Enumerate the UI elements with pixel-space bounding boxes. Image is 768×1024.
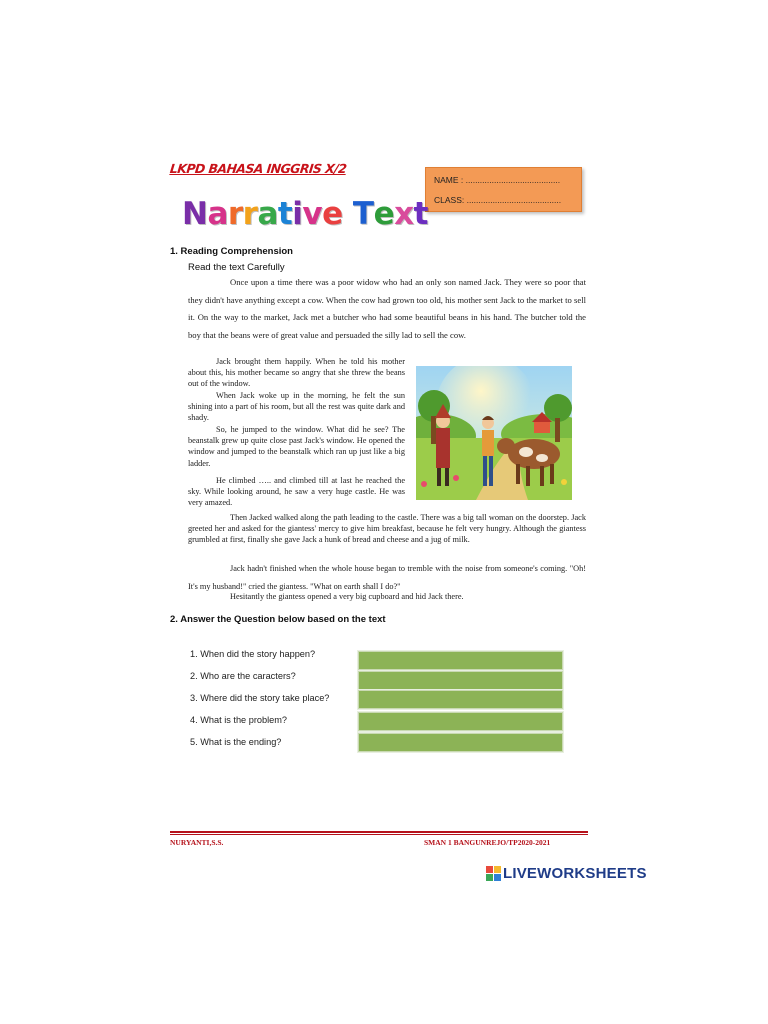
question-3: 3. Where did the story take place? — [190, 693, 330, 703]
story-paragraph-2: Jack brought them happily. When he told his mother about this, his mother became so angry that she threw the beans out of the window. — [188, 357, 405, 389]
footer-school: SMAN 1 BANGUNREJO/TP2020-2021 — [424, 838, 551, 847]
title-letter: t — [413, 196, 428, 232]
question-1: 1. When did the story happen? — [190, 649, 316, 659]
narrative-text-title — [182, 196, 428, 232]
story-paragraph-6: Then Jacked walked along the path leading to the castle. There was a big tall woman on the doorstep. Jack greeted her and asked for the giantess' mercy to give him breakfast, because he felt very hungry. Although the giantess grumbled at first, finally she gave Jack a hunk of bread and cheese and a jug of milk. — [188, 513, 586, 545]
title-letter: N — [182, 196, 208, 232]
answer-field-1[interactable] — [358, 651, 563, 670]
answer-field-5[interactable] — [358, 733, 563, 752]
story-paragraph-4: So, he jumped to the window. What did he see? The beanstalk grew up quite close past Jack's window. He opened the window and jumped to the beanstalk which ran up just like a big ladder. — [188, 425, 405, 468]
illustration-svg — [416, 366, 572, 500]
question-2: 2. Who are the caracters? — [190, 671, 296, 681]
title-letter: i — [292, 196, 303, 232]
title-letter: r — [242, 196, 258, 232]
title-letter: e — [373, 196, 395, 232]
name-class-box — [425, 167, 582, 212]
logo-square-3 — [486, 874, 493, 881]
liveworksheets-wordmark: LIVEWORKSHEETS — [503, 865, 647, 882]
answer-field-2[interactable] — [358, 671, 563, 690]
story-paragraph-7: Jack hadn't finished when the whole house began to tremble with the noise from someone's coming. "Oh! It's my husband!" cried the giantess. "What on earth shall I do?" — [188, 564, 586, 591]
class-line[interactable]: CLASS: ........................................ — [434, 195, 562, 205]
answer-field-3[interactable] — [358, 690, 563, 709]
section-2-heading: 2. Answer the Question below based on the text — [170, 614, 386, 625]
liveworksheets-logo[interactable] — [486, 865, 647, 882]
section-1-heading: 1. Reading Comprehension — [170, 246, 293, 257]
logo-square-2 — [494, 866, 501, 873]
logo-square-1 — [486, 866, 493, 873]
worksheet-header-title: LKPD BAHASA INGGRIS X/2 — [169, 161, 348, 176]
story-paragraph-5: He climbed ….. and climbed till at last he reached the sky. While looking around, he saw a very huge castle. He was very amazed. — [188, 476, 405, 508]
logo-square-4 — [494, 874, 501, 881]
story-paragraph-1: Once upon a time there was a poor widow who had an only son named Jack. They were so poor that they didn't have anything except a cow. When the cow had grown too old, his mother sent Jack to the market to sell it. On the way to the market, Jack met a butcher who had some beautiful beans in his hand. The butcher told the boy that the beans were of great value and persuaded the silly lad to sell the cow. — [188, 277, 586, 340]
footer-rule — [170, 831, 588, 833]
section-1-subheading: Read the text Carefully — [188, 262, 285, 273]
title-letter: r — [227, 196, 243, 232]
title-letter: e — [322, 196, 343, 232]
question-4: 4. What is the problem? — [190, 715, 288, 725]
title-letter: a — [207, 196, 228, 232]
question-5: 5. What is the ending? — [190, 737, 282, 747]
story-paragraph-8: Hesitantly the giantess opened a very big cupboard and hid Jack there. — [230, 592, 464, 601]
footer-rule-thin — [170, 834, 588, 835]
jack-and-cow-illustration — [416, 366, 572, 500]
title-letter: a — [257, 196, 278, 232]
title-letter: x — [394, 196, 414, 232]
title-letter: T — [352, 196, 374, 232]
title-letter: t — [277, 196, 293, 232]
liveworksheets-logo-icon — [486, 866, 501, 881]
answer-field-4[interactable] — [358, 712, 563, 731]
title-letter: v — [302, 196, 323, 232]
story-paragraph-3: When Jack woke up in the morning, he felt the sun shining into a part of his room, but all the rest was quite dark and shady. — [188, 391, 405, 423]
name-line[interactable]: NAME : ........................................ — [434, 175, 561, 185]
title-letter — [343, 196, 353, 232]
footer-author: NURYANTI,S.S. — [170, 838, 224, 847]
